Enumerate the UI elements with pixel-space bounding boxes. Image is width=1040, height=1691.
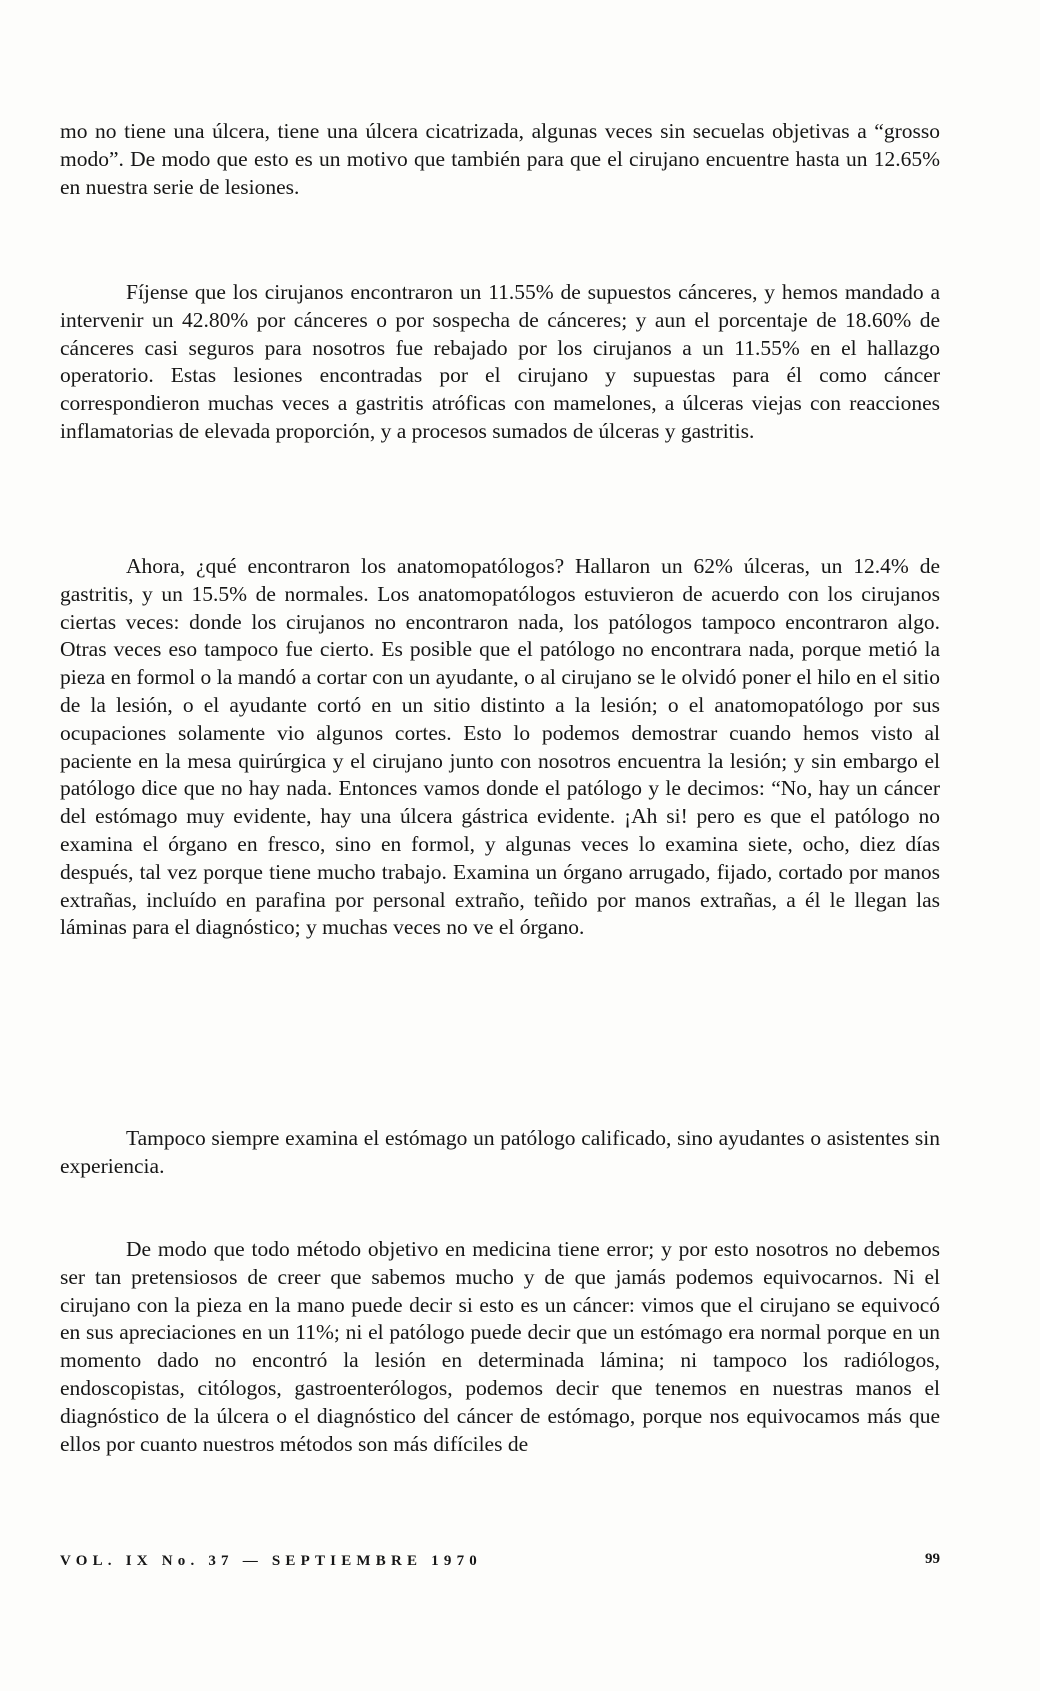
page-number: 99 (925, 1551, 940, 1567)
journal-footer: VOL. IX No. 37 — SEPTIEMBRE 1970 (60, 1553, 482, 1569)
paragraph-cirujanos: Fíjense que los cirujanos encontraron un 11.55% de supuestos cánceres, y hemos mandado a intervenir un 42.80% por cánceres o por sospecha de cánceres; y aun el porcentaje de 18.60% de cánceres casi seguros para nosotros fue rebajado por los cirujanos a un 11.55% en el hallazgo operatorio. Estas lesiones encontradas por el cirujano y supuestas para él como cáncer correspondieron muchas veces a gastritis atróficas con mamelones, a úlceras viejas con reacciones inflamatorias de elevada proporción, y a procesos sumados de úlceras y gastritis. (60, 280, 940, 443)
paragraph-continuation: mo no tiene una úlcera, tiene una úlcera cicatrizada, algunas veces sin secuelas objetivas a “grosso modo”. De modo que esto es un motivo que también para que el cirujano encuentre hasta un 12.65% en nuestra serie de lesiones. (60, 119, 940, 199)
paragraph-anatomopatologos: Ahora, ¿qué encontraron los anatomopatólogos? Hallaron un 62% úlceras, un 12.4% de gastritis, y un 15.5% de normales. Los anatomopatólogos estuvieron de acuerdo con los cirujanos ciertas veces: donde los cirujanos no encontraron nada, los patólogos tampoco encontraron algo. Otras veces eso tampoco fue cierto. Es posible que el patólogo no encontrara nada, porque metió la pieza en formol o la mandó a cortar con un ayudante, o al cirujano se le olvidó poner el hilo en el sitio de la lesión, o el ayudante cortó en un sitio distinto a la lesión; o el anatomopatólogo por sus ocupaciones solamente vio algunos cortes. Esto lo podemos demostrar cuando hemos visto al paciente en la mesa quirúrgica y el cirujano junto con nosotros encuentra la lesión; y sin embargo el patólogo dice que no hay nada. Entonces vamos donde el patólogo y le decimos: “No, hay un cáncer del estómago muy evidente, hay una úlcera gástrica evidente. ¡Ah si! pero es que el patólogo no examina el órgano en fresco, sino en formol, y algunas veces lo examina siete, ocho, diez días después, tal vez porque tiene mucho trabajo. Examina un órgano arrugado, fijado, cortado por manos extrañas, incluído en parafina por personal extraño, teñido por manos extrañas, a él le llegan las láminas para el diagnóstico; y muchas veces no ve el órgano. (60, 554, 940, 940)
paragraph-patologo-calificado: Tampoco siempre examina el estómago un patólogo calificado, sino ayudantes o asistentes sin experiencia. (60, 1126, 940, 1178)
paragraph-metodo-objetivo: De modo que todo método objetivo en medicina tiene error; y por esto nosotros no debemos ser tan pretensiosos de creer que sabemos mucho y de que jamás podemos equivocarnos. Ni el cirujano con la pieza en la mano puede decir si esto es un cáncer: vimos que el cirujano se equivocó en sus apreciaciones en un 11%; ni el patólogo puede decir que un estómago era normal porque en un momento dado no encontró la lesión en determinada lámina; ni tampoco los radiólogos, endoscopistas, citólogos, gastroenterólogos, podemos decir que tenemos en nuestras manos el diagnóstico de la úlcera o el diagnóstico del cáncer de estómago, porque nos equivocamos más que ellos por cuanto nuestros métodos son más difíciles de (60, 1237, 940, 1456)
